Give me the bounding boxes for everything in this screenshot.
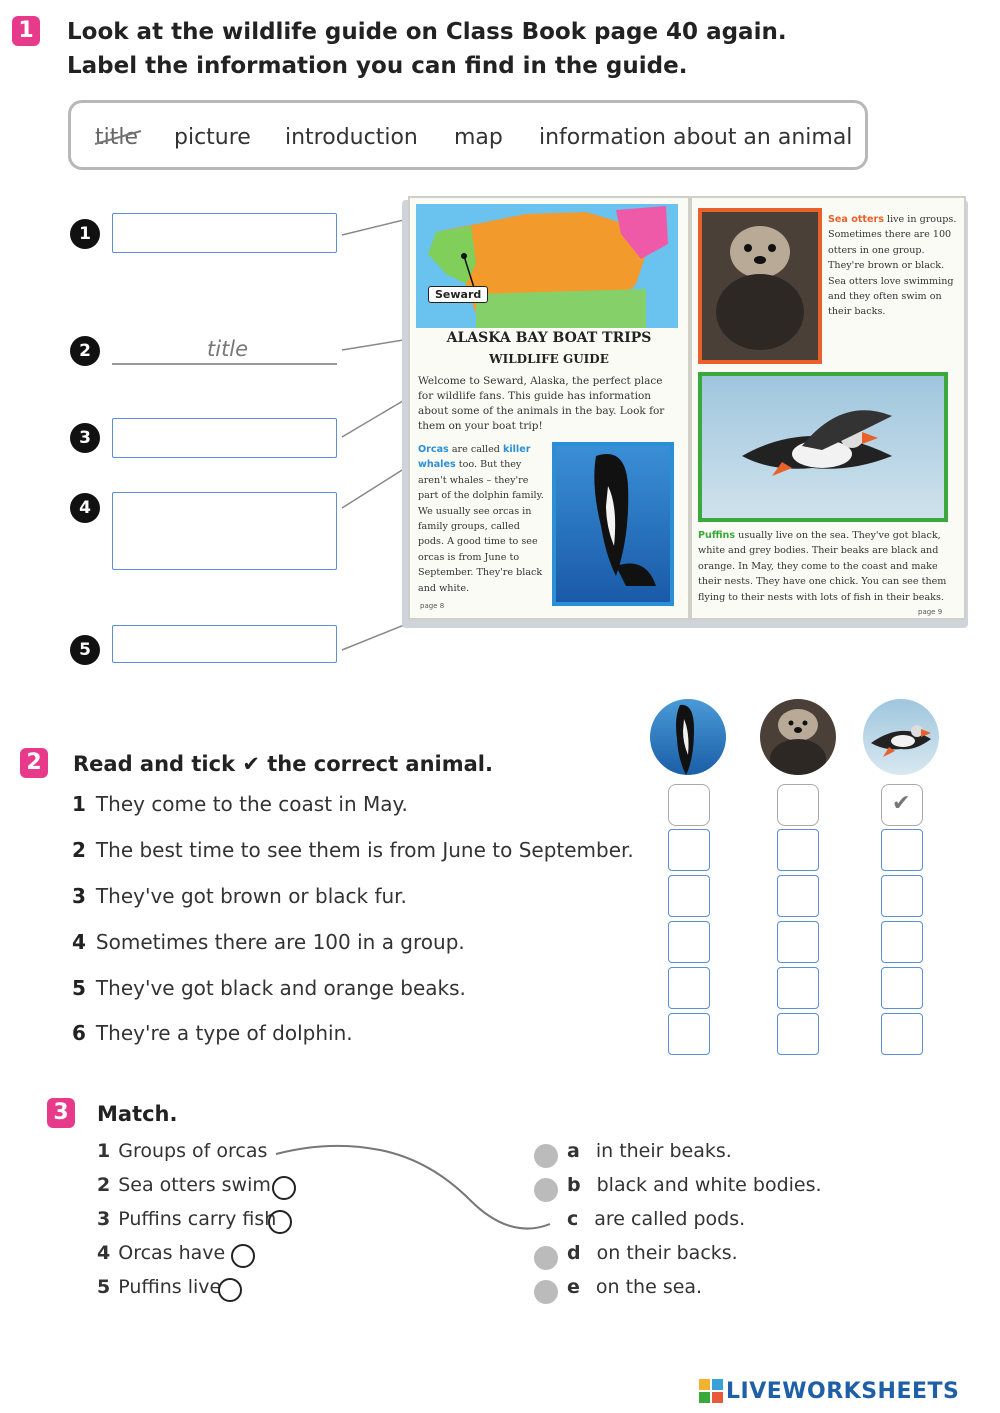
- question-number: 1: [72, 792, 86, 816]
- label-number-1: 1: [70, 219, 100, 249]
- question-text: They've got brown or black fur.: [95, 884, 407, 908]
- match-right-letter: e: [567, 1276, 580, 1298]
- page-number-right: page 9: [918, 608, 943, 616]
- word-title: title: [95, 125, 138, 150]
- label-number-2: 2: [70, 336, 100, 366]
- exercise-1-instruction-line2: Label the information you can find in the guide.: [67, 53, 688, 79]
- match-right-letter: a: [567, 1140, 580, 1162]
- question-number: 5: [72, 976, 86, 1000]
- exercise-1-instruction-line1: Look at the wildlife guide on Class Book page 40 again.: [67, 19, 787, 45]
- match-left-number: 1: [97, 1140, 111, 1162]
- word-information-about-an-animal: information about an animal: [539, 125, 853, 150]
- match-target-b[interactable]: [534, 1178, 558, 1202]
- guide-title: ALASKA BAY BOAT TRIPS: [446, 330, 652, 346]
- match-left-text: Puffins live: [118, 1276, 222, 1298]
- match-target-d[interactable]: [534, 1246, 558, 1270]
- question-number: 3: [72, 884, 86, 908]
- word-map: map: [454, 125, 503, 150]
- orcas-heading: Orcas: [418, 444, 449, 455]
- match-left-number: 5: [97, 1276, 111, 1298]
- match-left-text: Groups of orcas: [118, 1140, 268, 1162]
- exercise-2-instruction: Read and tick ✔ the correct animal.: [73, 752, 493, 776]
- match-right-letter: c: [567, 1208, 579, 1230]
- match-right-text: black and white bodies.: [596, 1174, 822, 1196]
- puffins-body: usually live on the sea. They've got black, white and grey bodies. Their beaks are black and orange. In May, they come to the coast and make their nests. They have one chick. You can see them flying to their nests with lots of fish in their beaks.: [698, 530, 947, 603]
- match-right-text: on the sea.: [595, 1276, 703, 1298]
- match-left-text: Orcas have: [118, 1242, 226, 1264]
- orcas-text-body: too. But they aren't whales – they're part of the dolphin family. We usually see orcas in family groups, called pods. A good time to see orcas is from June to September. They're black and white.: [418, 459, 544, 594]
- match-target-e[interactable]: [534, 1280, 558, 1304]
- liveworksheets-logo-icon: [698, 1378, 724, 1404]
- match-target-a[interactable]: [534, 1144, 558, 1168]
- match-right-letter: b: [567, 1174, 581, 1196]
- sea-otters-body: live in groups. Sometimes there are 100 otters in one group. They're brown or black. Sea otters love swimming and they often swim on their backs.: [828, 214, 957, 318]
- orcas-text-mid: are called: [448, 444, 503, 455]
- example-tick-mark: ✔: [892, 791, 911, 816]
- question-number: 2: [72, 838, 86, 862]
- liveworksheets-logo: [698, 1377, 959, 1405]
- question-number: 6: [72, 1021, 86, 1045]
- match-right-e: [567, 1276, 702, 1298]
- question-text: They're a type of dolphin.: [95, 1021, 353, 1045]
- match-left-number: 2: [97, 1174, 111, 1196]
- exercise-2-badge: 2: [20, 748, 48, 778]
- match-left-number: 3: [97, 1208, 111, 1230]
- word-picture: picture: [174, 125, 251, 150]
- guide-introduction: Welcome to Seward, Alaska, the perfect place for wildlife fans. This guide has information about some of the animals in the bay. Look for them on your boat trip!: [418, 375, 665, 432]
- match-right-b: [567, 1174, 822, 1196]
- word-introduction: introduction: [285, 125, 418, 150]
- label-number-4: 4: [70, 493, 100, 523]
- liveworksheets-brand-text: LIVEWORKSHEETS: [726, 1378, 960, 1404]
- question-text: Sometimes there are 100 in a group.: [95, 930, 465, 954]
- match-right-c: [567, 1208, 745, 1230]
- question-number: 4: [72, 930, 86, 954]
- page-number-left: page 8: [420, 602, 445, 610]
- puffins-heading: Puffins: [698, 530, 736, 541]
- question-text: They've got black and orange beaks.: [95, 976, 466, 1000]
- match-left-text: Sea otters swim: [118, 1174, 271, 1196]
- match-left-number: 4: [97, 1242, 111, 1264]
- exercise-3-instruction: Match.: [97, 1102, 178, 1126]
- question-text: The best time to see them is from June to September.: [95, 838, 634, 862]
- map-label-seward: Seward: [428, 286, 488, 303]
- match-right-d: [567, 1242, 738, 1264]
- exercise-1-badge: 1: [12, 16, 40, 46]
- label-number-5: 5: [70, 635, 100, 665]
- sea-otters-heading: Sea otters: [828, 214, 884, 225]
- match-right-text: in their beaks.: [595, 1140, 732, 1162]
- match-right-text: are called pods.: [594, 1208, 746, 1230]
- label-number-3: 3: [70, 423, 100, 453]
- match-right-text: on their backs.: [596, 1242, 738, 1264]
- exercise-3-badge: 3: [47, 1098, 75, 1128]
- question-text: They come to the coast in May.: [95, 792, 408, 816]
- match-right-letter: d: [567, 1242, 581, 1264]
- match-left-text: Puffins carry fish: [118, 1208, 277, 1230]
- orcas-keyword: killer whales: [418, 444, 531, 471]
- guide-subtitle: WILDLIFE GUIDE: [489, 352, 609, 366]
- match-right-a: [567, 1140, 732, 1162]
- example-answer-text: title: [207, 337, 249, 361]
